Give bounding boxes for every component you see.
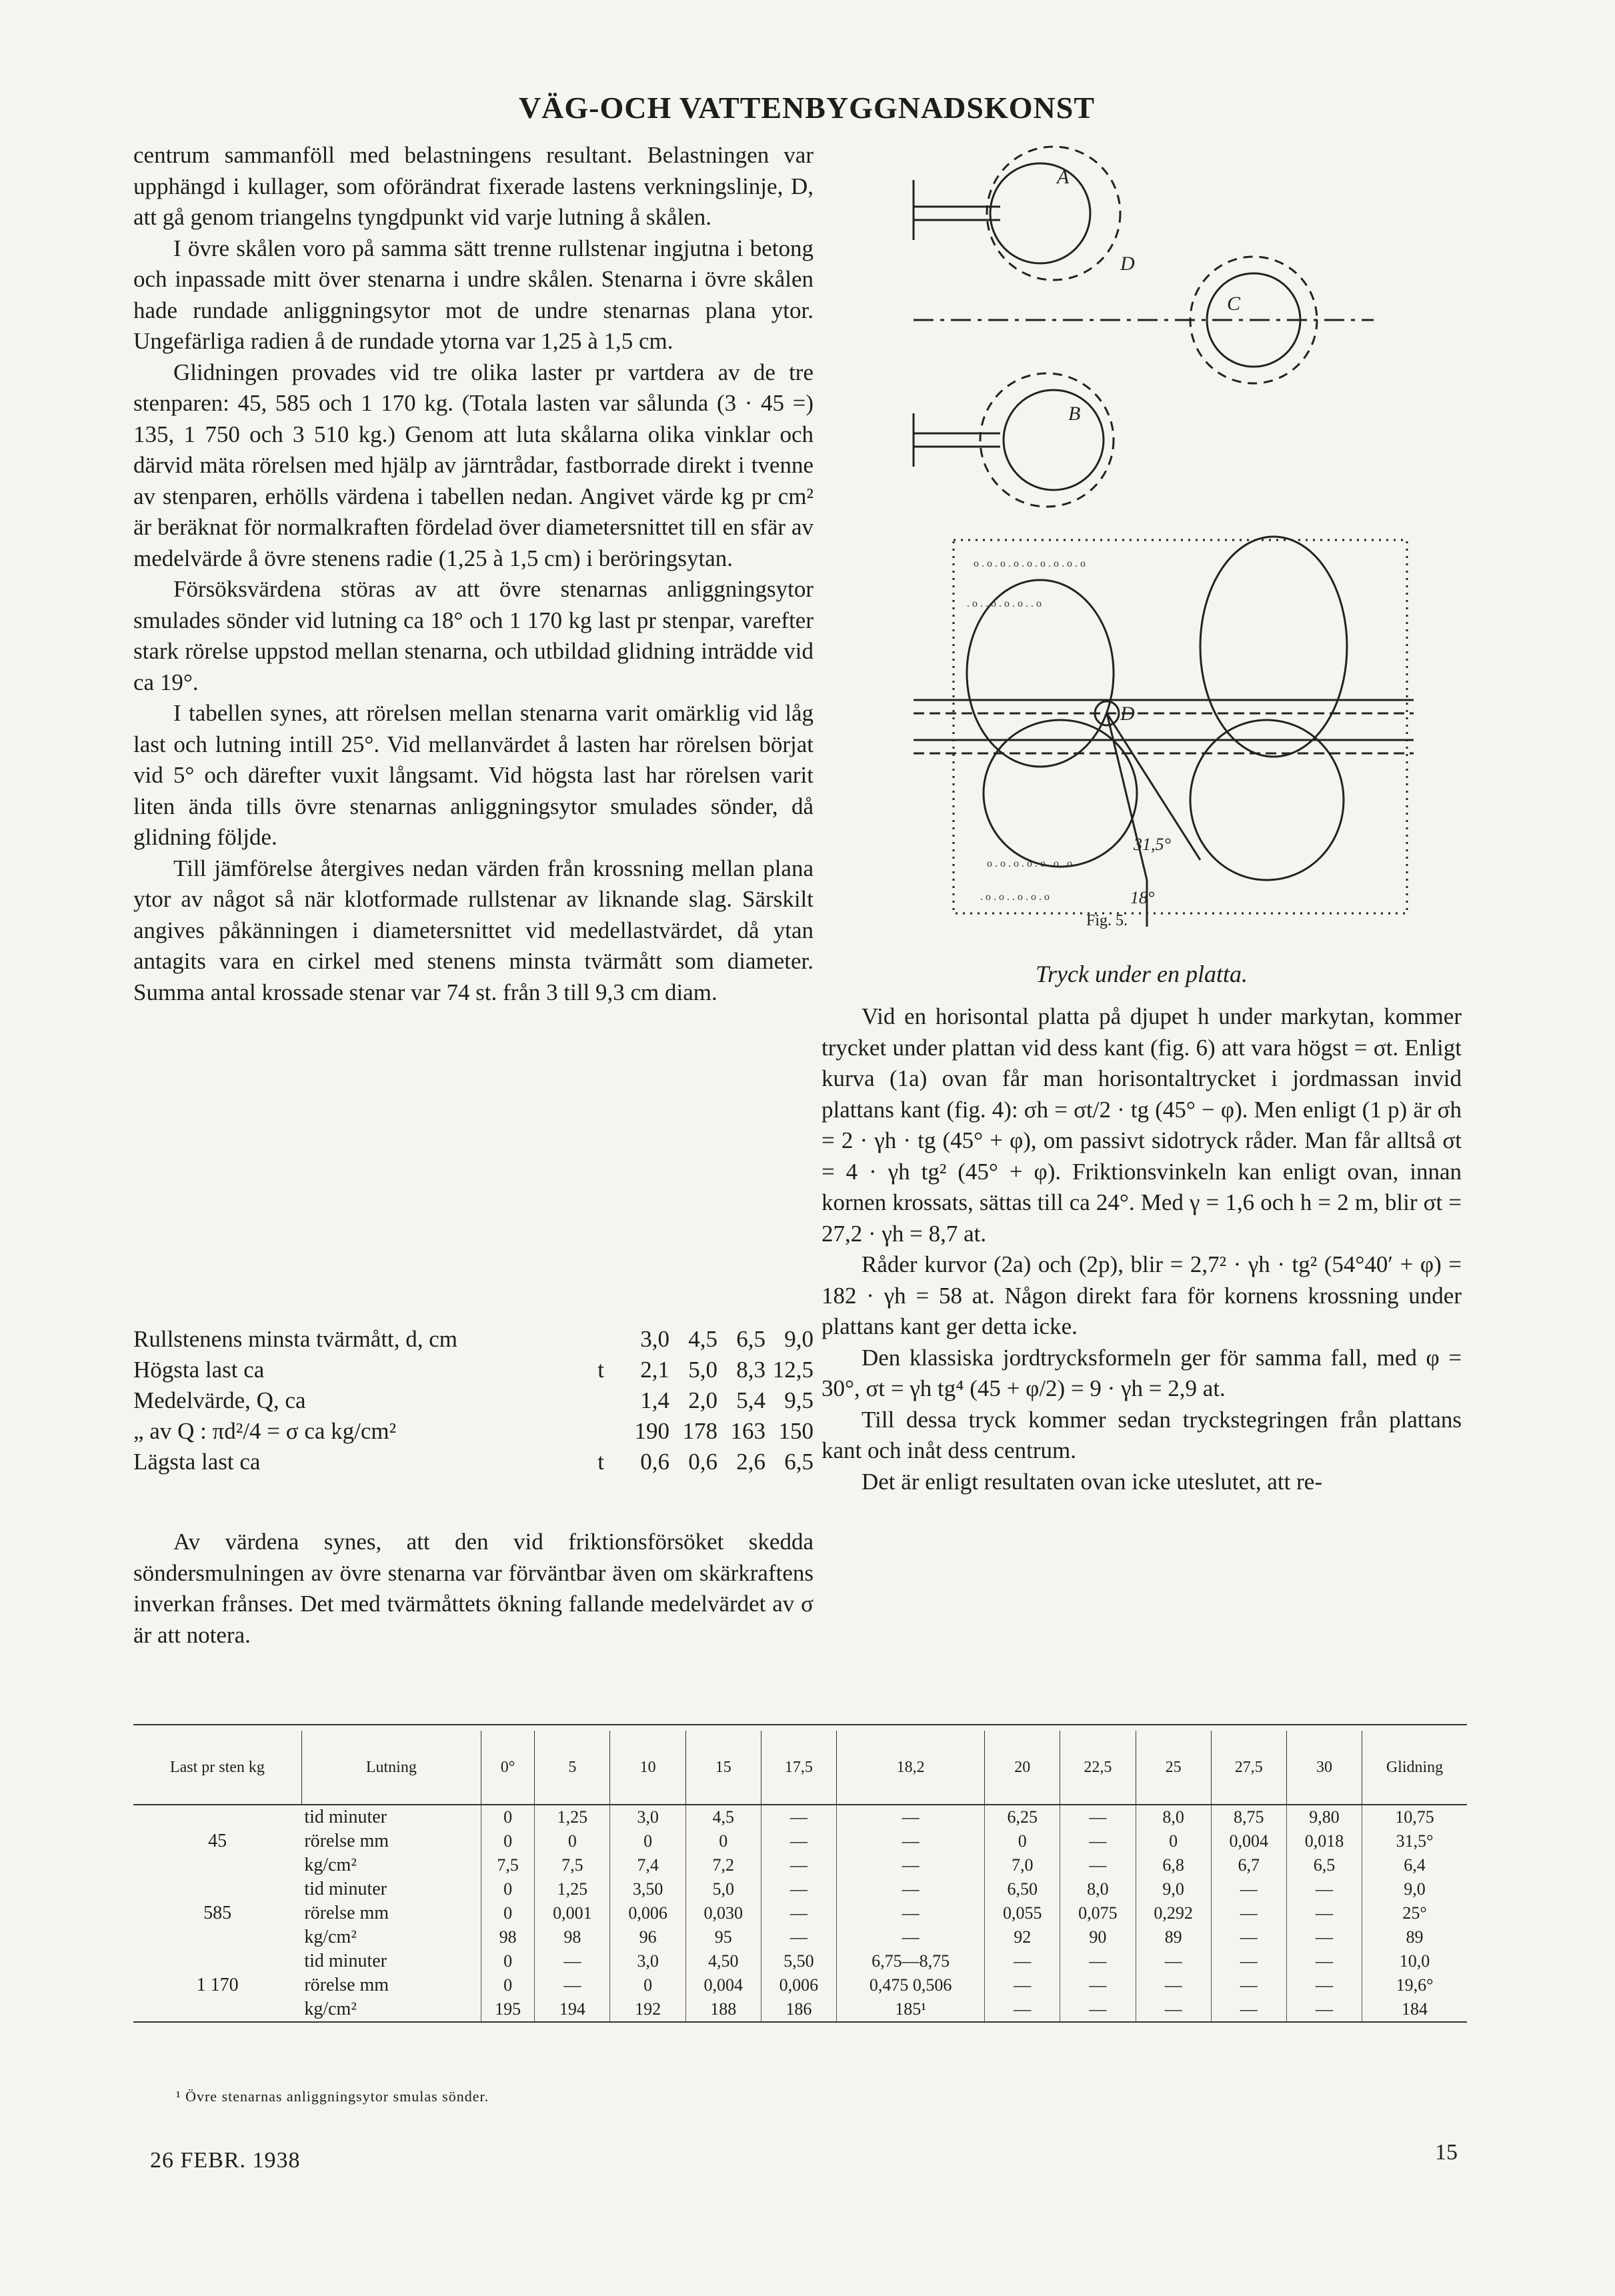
cell: 4,5	[685, 1805, 761, 1829]
cell: 185¹	[837, 1997, 985, 2022]
load-value: 585	[203, 1903, 232, 1923]
paragraph: Försöksvärdena störas av att övre stenarnas anliggningsytor smulades sönder vid lutning ca 18° och 1 170 kg last pr stenpar, varefter stark rörelse uppstod mellan stenarna, och utbildad glidning inträdde vid ca 19°.	[133, 576, 814, 695]
row-label: Medelvärde, Q, ca	[133, 1387, 306, 1413]
section-title: Tryck under en platta.	[1036, 961, 1248, 987]
cell: 19,6°	[1362, 1973, 1467, 1997]
figure-5	[894, 127, 1427, 940]
cell: 25°	[1362, 1901, 1467, 1925]
stone-b	[1004, 390, 1104, 490]
table-row	[133, 1447, 814, 1477]
cell: —	[1136, 1949, 1211, 1973]
cell: 7,2	[685, 1853, 761, 1877]
label-d: D	[1120, 253, 1135, 275]
paragraph: Vid en horisontal platta på djupet h under markytan, kommer trycket under plattan vid dess kant (fig. 6) att vara högst = σt. Enligt kurva (1a) ovan får man horisontaltrycket i jordmassan invid plattans kant (fig. 4): σh = σt/2 · tg (45° − φ). Men enligt (1 p) är σh = 2 · γh · tg (45° + φ), om passivt sidotryck råder. Man får alltså σt = 4 · γh tg² (45° + φ). Friktionsvinkeln kan enligt ovan, innan kornen krossats, sättas till ca 24°. Med γ = 1,6 och h = 2 m, blir σt = 27,2 · γh = 8,7 at.	[822, 1003, 1462, 1247]
cell: 0	[1136, 1829, 1211, 1853]
cell: 0,018	[1286, 1829, 1362, 1853]
cell: —	[761, 1877, 836, 1901]
table-row	[133, 1949, 1467, 1973]
cell: 0	[610, 1829, 685, 1853]
cell: 98	[481, 1925, 534, 1949]
lower-left-text	[133, 1527, 814, 1651]
cell: 0,004	[685, 1973, 761, 1997]
cell: 1,25	[535, 1877, 610, 1901]
cell: —	[1136, 1997, 1211, 2022]
cell: 0,6	[640, 1449, 669, 1475]
svg-text:. o . o . . o . o . o: . o . o . . o . o . o	[980, 891, 1050, 903]
cell: —	[1060, 1829, 1136, 1853]
paragraph: I tabellen synes, att rörelsen mellan stenarna varit omärklig vid låg last och lutning intill 25°. Vid mellanvärdet å lasten har rörelsen börjat vid 5° och därefter vuxit långsamt. Vid högsta last har rörelsen varit liten ända tills övre stenarnas anliggningsytor smulades sönder, då glidning följde.	[133, 700, 814, 850]
cell: 150	[778, 1418, 814, 1444]
cell: 6,5	[784, 1449, 814, 1475]
paragraph: Råder kurvor (2a) och (2p), blir = 2,7² · γh · tg² (54°40′ + φ) = 182 · γh = 58 at. Någon direkt fara för kornens krossning under plattans kant ger detta icke.	[822, 1251, 1462, 1339]
cell: 7,0	[985, 1853, 1060, 1877]
column-header: 10	[610, 1731, 685, 1805]
cell: 7,4	[610, 1853, 685, 1877]
cell: 9,5	[784, 1387, 814, 1413]
row-label: kg/cm²	[304, 1927, 357, 1947]
row-label: tid minuter	[304, 1951, 387, 1971]
cell: —	[761, 1829, 836, 1853]
cell: 98	[535, 1925, 610, 1949]
load-value: 1 170	[133, 1949, 301, 2022]
cell: —	[985, 1949, 1060, 1973]
cell: 194	[535, 1997, 610, 2022]
cell: —	[761, 1901, 836, 1925]
cell: 8,75	[1211, 1805, 1286, 1829]
cell: —	[1286, 1949, 1362, 1973]
cell: 0,004	[1211, 1829, 1286, 1853]
cell: 186	[761, 1997, 836, 2022]
cell: 92	[985, 1925, 1060, 1949]
cell: 6,25	[985, 1805, 1060, 1829]
table-rule-top	[133, 1724, 1467, 1725]
cell: —	[837, 1901, 985, 1925]
cell: 31,5°	[1362, 1829, 1467, 1853]
column-header: 17,5	[761, 1731, 836, 1805]
cell: 5,4	[736, 1387, 765, 1413]
cell: 6,7	[1211, 1853, 1286, 1877]
running-header: VÄG-OCH VATTENBYGGNADSKONST	[518, 91, 1096, 125]
row-unit	[551, 1385, 621, 1416]
row-label: Lägsta last ca	[133, 1449, 261, 1475]
paragraph: I övre skålen voro på samma sätt trenne rullstenar ingjutna i betong och inpassade mitt över stenarna i undre skålen. Stenarna i övre skålen hade rundade anliggningsytor mot de undre stenarnas plana ytor. Ungefärliga radien å de rundade ytorna var 1,25 à 1,5 cm.	[133, 235, 814, 354]
table-row	[133, 1877, 1467, 1901]
cell: 0	[610, 1973, 685, 1997]
row-unit: t	[597, 1357, 604, 1383]
row-label: tid minuter	[304, 1879, 387, 1899]
cell: 5,0	[688, 1357, 717, 1383]
column-header: 5	[535, 1731, 610, 1805]
cell: 6,5	[1286, 1853, 1362, 1877]
row-label: „ av Q : πd²/4 = σ ca kg/cm²	[133, 1418, 397, 1444]
table-row	[133, 1416, 814, 1447]
cell: —	[1060, 1949, 1136, 1973]
cell: 0	[685, 1829, 761, 1853]
paragraph: Den klassiska jordtrycksformeln ger för samma fall, med φ = 30°, σt = γh tg⁴ (45 + φ/2) = 9 · γh = 2,9 at.	[822, 1344, 1462, 1401]
cell: —	[1286, 1925, 1362, 1949]
stone-a	[990, 163, 1090, 263]
column-header: 0°	[481, 1731, 534, 1805]
svg-text:. o . . o . o . o . . o: . o . . o . o . o . . o	[967, 598, 1042, 609]
cell: 5,50	[761, 1949, 836, 1973]
friction-test-table	[133, 1731, 1467, 2023]
paragraph: Det är enligt resultaten ovan icke uteslutet, att re-	[862, 1468, 1322, 1495]
cell: —	[1060, 1805, 1136, 1829]
column-header: Glidning	[1362, 1731, 1467, 1805]
cell: 4,5	[688, 1326, 717, 1352]
cell: 8,0	[1136, 1805, 1211, 1829]
row-unit	[551, 1416, 621, 1447]
left-column	[133, 140, 814, 1008]
cell: —	[1211, 1949, 1286, 1973]
table-row	[133, 1925, 1467, 1949]
cell: —	[1211, 1901, 1286, 1925]
row-unit	[551, 1324, 621, 1355]
cell: 1,4	[640, 1387, 669, 1413]
cell: 7,5	[481, 1853, 534, 1877]
cell: 188	[685, 1997, 761, 2022]
cell: 0,006	[610, 1901, 685, 1925]
cell: 0,006	[761, 1973, 836, 1997]
row-label: kg/cm²	[301, 1997, 481, 2022]
table-row	[133, 1385, 814, 1416]
cell: —	[1211, 1973, 1286, 1997]
cell: 1,25	[535, 1805, 610, 1829]
cell: —	[1136, 1973, 1211, 1997]
table-row	[133, 1901, 1467, 1925]
column-header: 18,2	[837, 1731, 985, 1805]
cell: 9,80	[1286, 1805, 1362, 1829]
cell: 95	[685, 1925, 761, 1949]
right-column	[822, 1001, 1462, 1497]
cell: 0	[481, 1877, 534, 1901]
cell: 4,50	[685, 1949, 761, 1973]
cell: —	[837, 1829, 985, 1853]
cell: —	[837, 1805, 985, 1829]
cell: 0	[481, 1805, 534, 1829]
cell: 9,0	[784, 1326, 814, 1352]
cell: 9,0	[1362, 1877, 1467, 1901]
column-header: 25	[1136, 1731, 1211, 1805]
page-number: 15	[1435, 2140, 1458, 2165]
column-header: 27,5	[1211, 1731, 1286, 1805]
column-header: 30	[1286, 1731, 1362, 1805]
cell: 0	[985, 1829, 1060, 1853]
cell: 3,50	[610, 1877, 685, 1901]
cell: 9,0	[1136, 1877, 1211, 1901]
cell: —	[1286, 1901, 1362, 1925]
table-row	[133, 1805, 1467, 1829]
cell: —	[761, 1805, 836, 1829]
svg-text:o . o . o . o . o . o . o . o: o . o . o . o . o . o . o . o . o	[974, 558, 1086, 569]
cell: —	[1286, 1973, 1362, 1997]
cell: 0,6	[688, 1449, 717, 1475]
cell: 3,0	[640, 1326, 669, 1352]
cell: —	[985, 1997, 1060, 2022]
row-label: rörelse mm	[304, 1903, 389, 1923]
cell: 12,5	[772, 1357, 814, 1383]
row-label: Högsta last ca	[133, 1357, 265, 1383]
cell: —	[761, 1853, 836, 1877]
cell: —	[761, 1925, 836, 1949]
cell: —	[1211, 1877, 1286, 1901]
column-header: 20	[985, 1731, 1060, 1805]
cell: 10,75	[1362, 1805, 1467, 1829]
cell: 195	[481, 1997, 534, 2022]
cell: —	[1060, 1853, 1136, 1877]
row-label: Rullstenens minsta tvärmått, d, cm	[133, 1326, 458, 1352]
column-header: 15	[685, 1731, 761, 1805]
cell: 0,075	[1060, 1901, 1136, 1925]
cell: 192	[610, 1997, 685, 2022]
paragraph: centrum sammanföll med belastningens resultant. Belastningen var upphängd i kullager, som oförändrat fixerade lastens verkningslinje, D, att gå genom triangelns tyngdpunkt vid varje lutning å skålen.	[133, 142, 814, 230]
label-d-section: D	[1120, 703, 1135, 725]
angle-31: 31,5°	[1134, 835, 1171, 854]
cell: 5,0	[685, 1877, 761, 1901]
cell: —	[837, 1853, 985, 1877]
table-row	[133, 1973, 1467, 1997]
label-a: A	[1057, 166, 1070, 188]
cell: —	[1060, 1997, 1136, 2022]
table-row	[133, 1829, 1467, 1853]
cell: —	[1060, 1973, 1136, 1997]
cell: 96	[610, 1925, 685, 1949]
angle-18: 18°	[1130, 888, 1155, 907]
cell: 190	[634, 1418, 669, 1444]
cell: 90	[1060, 1925, 1136, 1949]
cell: 0	[481, 1973, 534, 1997]
cell: 184	[1362, 1997, 1467, 2022]
cell: 0,475 0,506	[837, 1973, 985, 1997]
cell: 6,5	[736, 1326, 765, 1352]
cell: 3,0	[610, 1949, 685, 1973]
row-label: kg/cm²	[304, 1855, 357, 1875]
cell: 8,0	[1060, 1877, 1136, 1901]
cell: —	[535, 1949, 610, 1973]
table-row	[133, 1853, 1467, 1877]
cell: 89	[1136, 1925, 1211, 1949]
column-header: 22,5	[1060, 1731, 1136, 1805]
cell: 0	[481, 1949, 534, 1973]
cell: 178	[682, 1418, 717, 1444]
row-label: tid minuter	[304, 1807, 387, 1827]
table-row	[133, 1997, 1467, 2022]
cell: 10,0	[1362, 1949, 1467, 1973]
cell: 6,75—8,75	[837, 1949, 985, 1973]
cell: —	[837, 1925, 985, 1949]
cell: 3,0	[610, 1805, 685, 1829]
cell: —	[985, 1973, 1060, 1997]
paragraph: Av värdena synes, att den vid friktionsförsöket skedda söndersmulningen av övre stenarna var förväntbar även om skärkraftens inverkan frånses. Det med tvärmåttets ökning fallande medelvärdet av σ är att notera.	[133, 1529, 814, 1648]
cell: 0,030	[685, 1901, 761, 1925]
column-header: Lutning	[301, 1731, 481, 1805]
label-b: B	[1068, 403, 1081, 425]
cell: 8,3	[736, 1357, 765, 1383]
load-value: 45	[208, 1831, 227, 1851]
paragraph: Till dessa tryck kommer sedan tryckstegringen från plattans kant och inåt dess centrum.	[822, 1406, 1462, 1463]
cell: —	[1286, 1877, 1362, 1901]
figure-caption: Fig. 5.	[1086, 912, 1128, 929]
cell: 0	[535, 1829, 610, 1853]
cell: —	[1211, 1997, 1286, 2022]
cell: 0	[481, 1901, 534, 1925]
cell: —	[1211, 1925, 1286, 1949]
paragraph: Glidningen provades vid tre olika laster pr vartdera av de tre stenparen: 45, 585 och 1 170 kg. (Totala lasten var sålunda (3 · 45 =) 135, 1 750 och 3 510 kg.) Genom att luta skålarna olika vinklar och därvid mäta rörelsen med hjälp av järntrådar, fastborrade direkt i tvenne av stenparen, erhölls värdena i tabellen nedan. Angivet värde kg pr cm² är beräknat för normalkraften fördelad över diametersnittet till en sfär av medelvärde å övre stenens radie (1,25 à 1,5 cm) i beröringsytan.	[133, 359, 814, 571]
column-header: Last pr sten kg	[133, 1731, 301, 1805]
cell: —	[837, 1877, 985, 1901]
cell: —	[535, 1973, 610, 1997]
cell: 0,055	[985, 1901, 1060, 1925]
footer-date: 26 FEBR. 1938	[150, 2148, 301, 2173]
svg-text:o . o . o . o . o . o . o: o . o . o . o . o . o . o	[987, 858, 1072, 869]
crushing-table	[133, 1324, 814, 1477]
cell: —	[1286, 1997, 1362, 2022]
cell: 2,6	[736, 1449, 765, 1475]
cell: 89	[1362, 1925, 1467, 1949]
cell: 7,5	[535, 1853, 610, 1877]
cell: 2,1	[640, 1357, 669, 1383]
stone-outline-a	[987, 147, 1120, 280]
cell: 0,001	[535, 1901, 610, 1925]
cell: 6,4	[1362, 1853, 1467, 1877]
footnote: ¹ Övre stenarnas anliggningsytor smulas sönder.	[176, 2088, 489, 2105]
cell: 2,0	[688, 1387, 717, 1413]
table-row	[133, 1355, 814, 1385]
table-row	[133, 1324, 814, 1355]
cell: 163	[730, 1418, 765, 1444]
cell: 0	[481, 1829, 534, 1853]
label-c: C	[1227, 293, 1241, 315]
cell: 0,292	[1136, 1901, 1211, 1925]
row-label: rörelse mm	[304, 1975, 389, 1995]
row-label: rörelse mm	[304, 1831, 389, 1851]
paragraph: Till jämförelse återgives nedan värden från krossning mellan plana ytor av något så när klotformade rullstenar av liknande slag. Särskilt angives påkänningen i diametersnittet vid medellastvärdet, då ytan antagits vara en cirkel med stenens minsta tvärmått som diameter. Summa antal krossade stenar var 74 st. från 3 till 9,3 cm diam.	[133, 855, 814, 1005]
row-unit: t	[597, 1449, 604, 1475]
cell: 6,8	[1136, 1853, 1211, 1877]
stone-outline-b	[980, 373, 1114, 507]
cell: 6,50	[985, 1877, 1060, 1901]
